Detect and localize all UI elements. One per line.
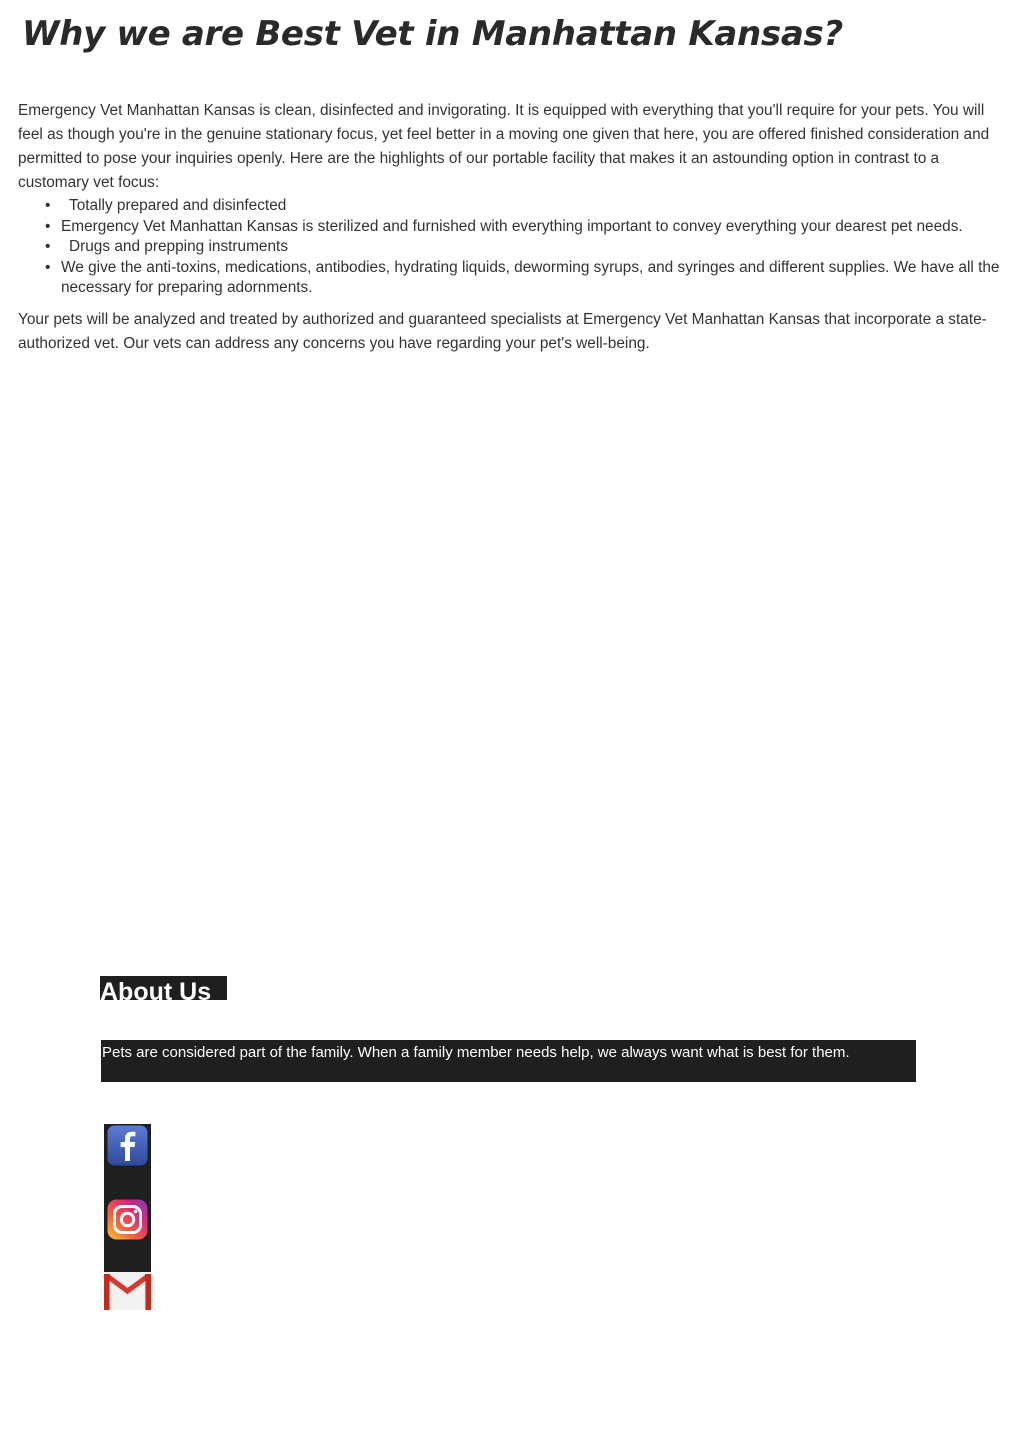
feature-item: [18, 237, 1004, 258]
bullet-icon: •: [45, 238, 51, 255]
about-us-text: Pets are considered part of the family. When a family member needs help, we always want what is best for them.: [101, 1040, 916, 1082]
bullet-icon: •: [45, 217, 51, 235]
about-us-heading: [100, 976, 227, 1000]
social-links: [104, 1124, 151, 1310]
bullet-icon: •: [45, 258, 51, 276]
feature-item: [18, 217, 1004, 238]
about-us-heading-text: About Us: [100, 978, 212, 1000]
closing-paragraph: Your pets will be analyzed and treated by authorized and guaranteed specialists at Emergency Vet Manhattan Kansas that incorporate a state-authorized vet. Our vets can address any concerns you have regarding your pet's well-being.: [18, 310, 987, 352]
page-title: Why we are Best Vet in Manhattan Kansas?: [22, 14, 843, 54]
article-body: [18, 99, 1004, 356]
bullet-icon: •: [45, 197, 51, 214]
intro-paragraph: Emergency Vet Manhattan Kansas is clean, disinfected and invigorating. It is equipped with everything that you'll require for your pets. You will feel as though you're in the genuine stationary focus, yet feel better in a moving one given that here, you are offered finished consideration and permitted to pose your inquiries openly. Here are the highlights of our portable facility that makes it an astounding option in contrast to a customary vet focus:: [18, 102, 990, 191]
feature-item: [18, 258, 1004, 299]
facebook-icon[interactable]: [107, 1125, 148, 1166]
feature-text: Emergency Vet Manhattan Kansas is sterilized and furnished with everything important to convey everything your dearest pet needs.: [61, 217, 963, 235]
feature-text: Totally prepared and disinfected: [69, 197, 287, 214]
gmail-icon[interactable]: [104, 1272, 151, 1310]
feature-list: [18, 196, 1004, 299]
instagram-icon[interactable]: [107, 1199, 148, 1240]
feature-text: We give the anti-toxins, medications, antibodies, hydrating liquids, deworming syrups, and syringes and different supplies. We have all the necessary for preparing adornments.: [61, 258, 1000, 296]
feature-item: [18, 196, 1004, 217]
feature-text: Drugs and prepping instruments: [69, 238, 289, 255]
